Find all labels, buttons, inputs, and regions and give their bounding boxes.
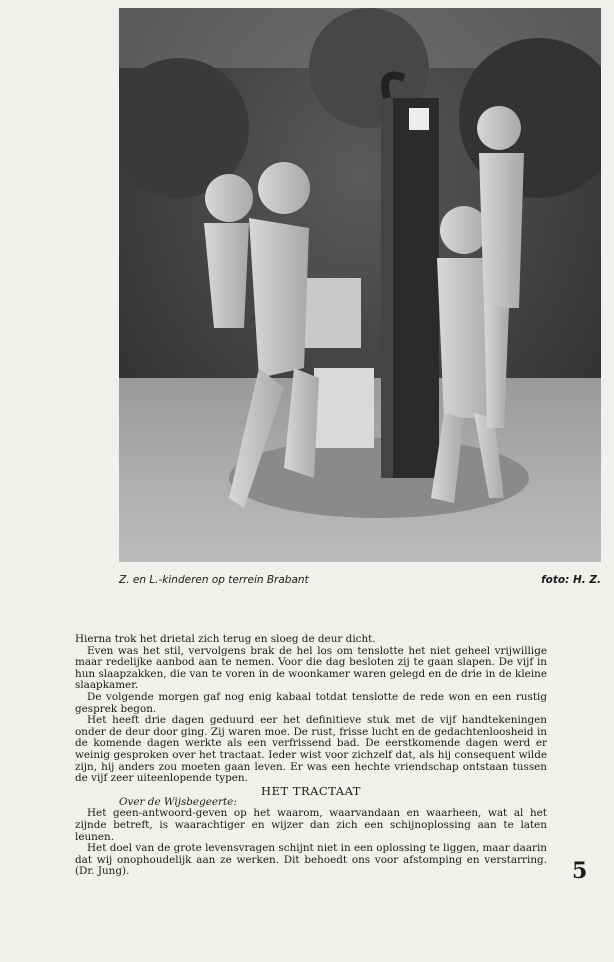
section-heading: HET TRACTAAT [261, 783, 361, 798]
caption-text: Z. en L.-kinderen op terrein Brabant [119, 574, 309, 586]
photo-caption [119, 572, 601, 592]
paragraph: De volgende morgen gaf nog enig kabaal totdat tenslotte de rede won en een rustig gesprek begon. [75, 690, 547, 715]
paragraph: Even was het stil, vervolgens brak de hel los om tenslotte het niet geheel vrijwillige maar redelijke aanbod aan te nemen. Voor die dag besloten zij te gaan slapen. De vijf in hun slaapzakken, die van te voren in de woonkamer waren gelegd en de drie in de kleine slaapkamer. [75, 644, 547, 692]
section-subheading: Over de Wijsbegeerte: [119, 795, 237, 808]
paragraph: Hierna trok het drietal zich terug en sloeg de deur dicht. [75, 633, 376, 645]
photograph [119, 8, 601, 562]
photo-icon [119, 8, 601, 562]
article-text [75, 634, 547, 878]
photo-credit: foto: H. Z. [541, 574, 601, 586]
paragraph: Het geen-antwoord-geven op het waarom, waarvandaan en waarheen, wat al het zijnde betreft, is waarachtiger en wijzer dan zich een schijnoplossing aan te laten leunen. [75, 807, 547, 843]
paragraph: Het heeft drie dagen geduurd eer het definitieve stuk met de vijf handtekeningen onder de deur door ging. Zij waren moe. De rust, frisse lucht en de gedachtenloosheid in de komende dagen werkte als een verfrissend bad. De eerstkomende dagen werd er weinig gesproken over het tractaat. Ieder wist voor zichzelf dat, als hij consequent wilde zijn, hij anders zou moeten gaan leven. Er was een hechte vriendschap ontstaan tussen de vijf zeer uiteenlopende typen. [75, 714, 547, 785]
page-number: 5 [572, 858, 588, 884]
paragraph: Het doel van de grote levensvragen schijnt niet in een oplossing te liggen, maar daarin dat wij onophoudelijk aan ze werken. Dit behoedt ons voor afstomping en verstarring. (Dr. Jung). [75, 842, 547, 878]
